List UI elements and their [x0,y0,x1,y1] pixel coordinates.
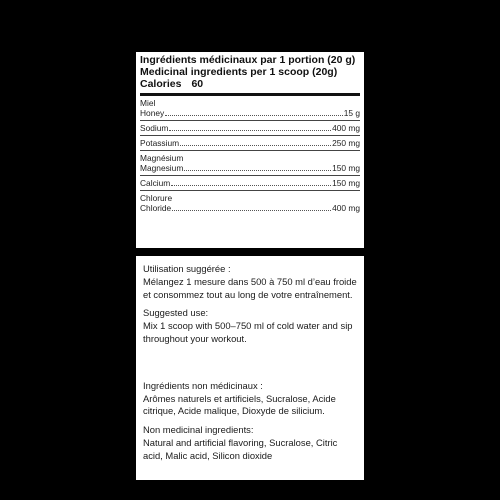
usage-panel [136,256,364,480]
ingredient-fr-label: Magnésium [140,153,184,163]
usage-en-text: Mix 1 scoop with 500–750 ml of cold water and sip throughout your workout. [143,320,353,344]
nonmed-fr-text: Arômes naturels et artificiels, Sucralose, Acide citrique, Acide malique, Dioxyde de silicium. [143,392,336,417]
leader-dots [165,114,342,116]
ingredient-value: 150 mg [332,178,360,188]
ingredient-row-calcium [140,176,360,191]
ingredient-row-sodium [140,121,360,136]
nonmed-fr [143,380,358,418]
calories-value: 60 [191,78,204,90]
calories-label: Calories [140,78,182,90]
ingredient-row-chloride [140,191,360,215]
usage-fr-text: Mélangez 1 mesure dans 500 à 750 ml d’eau froide et consommez tout au long de votre entraînement. [143,275,357,300]
ingredient-value: 150 mg [332,163,360,173]
ingredient-en-label: Sodium [140,123,169,133]
ingredient-fr-label: Chlorure [140,193,173,203]
usage-en [143,307,358,345]
ingredient-row-honey [140,96,360,121]
ingredient-value: 250 mg [332,138,360,148]
ingredient-value: 400 mg [332,123,360,133]
ingredient-value: 15 g [343,108,360,118]
ingredient-row-magnesium [140,151,360,176]
leader-dots [169,129,331,131]
leader-dots [171,184,331,186]
ingredient-en-label: Magnesium [140,163,184,173]
ingredient-en-label: Potassium [140,138,180,148]
calories-line [140,78,360,90]
nonmed-en [143,424,358,462]
ingredient-en-label: Honey [140,108,165,118]
ingredient-en-label: Chloride [140,203,172,213]
ingredient-fr-label: Miel [140,98,156,108]
nonmed-en-text: Natural and artificial flavoring, Sucralose, Citric acid, Malic acid, Silicon dioxide [143,436,338,461]
ingredient-row-potassium [140,136,360,151]
usage-fr [143,263,358,301]
usage-en-title: Suggested use: [143,307,209,319]
leader-dots [184,169,331,171]
ingredient-value: 400 mg [332,203,360,213]
nonmed-en-title: Non medicinal ingredients: [143,424,254,436]
header-french: Ingrédients médicinaux par 1 portion (20 g) [140,54,356,66]
nonmed-fr-title: Ingrédients non médicinaux : [143,379,263,391]
nutrition-facts-panel [136,52,364,248]
leader-dots [172,209,331,211]
ingredient-en-label: Calcium [140,178,171,188]
leader-dots [180,144,331,146]
header-english: Medicinal ingredients per 1 scoop (20g) [140,66,338,78]
usage-fr-title: Utilisation suggérée : [143,263,231,274]
